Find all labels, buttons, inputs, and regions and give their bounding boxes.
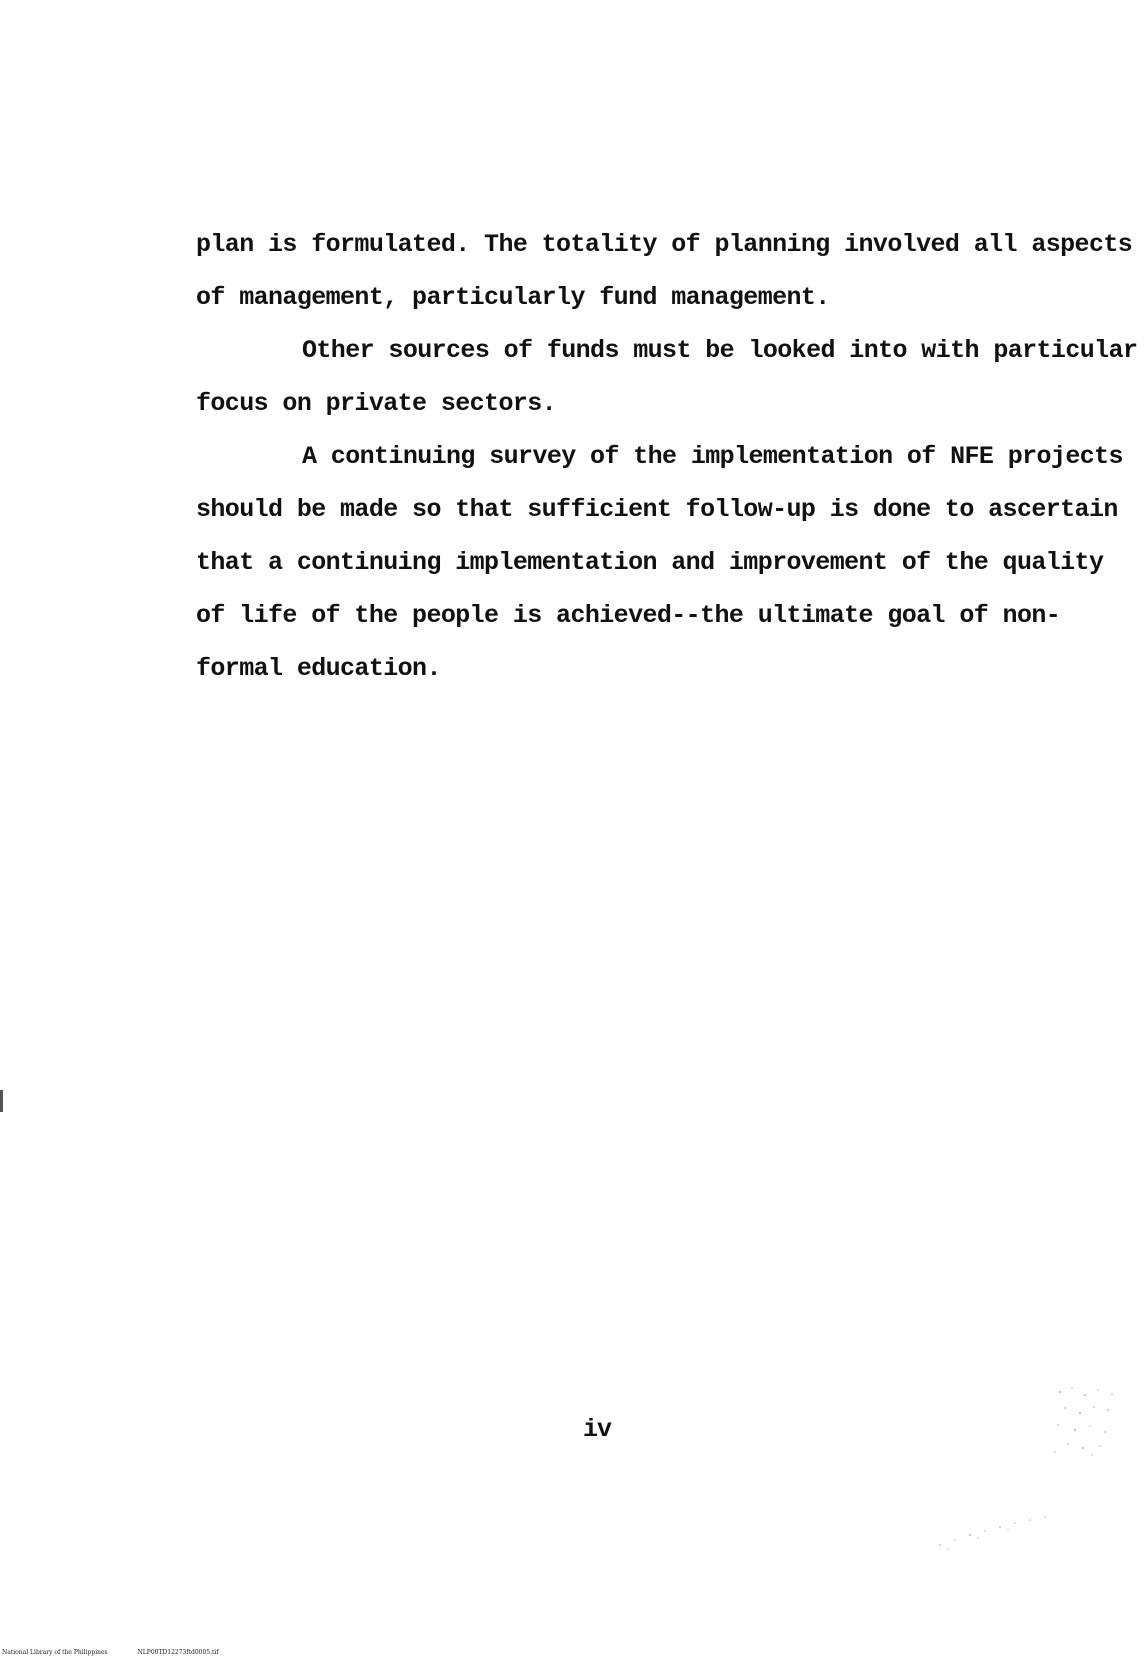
scan-footer	[2, 1649, 247, 1656]
text-line: focus on private sectors.	[196, 389, 557, 418]
text-line: of life of the people is achieved--the ultimate goal of non-	[196, 601, 1061, 630]
footer-filename: NLP00TD12273ftd0005.tif	[137, 1649, 219, 1656]
paragraph-start-line: Other sources of funds must be looked into with particular	[302, 336, 1138, 365]
paragraph-start-line: A continuing survey of the implementation of NFE projects	[302, 442, 1123, 471]
page-number: iv	[583, 1415, 612, 1444]
scan-noise-speckles	[1050, 1380, 1120, 1460]
scan-edge-mark	[0, 1090, 3, 1112]
text-line: of management, particularly fund management.	[196, 283, 830, 312]
footer-library: National Library of the Philippines	[2, 1649, 108, 1656]
text-line: formal education.	[196, 654, 441, 683]
text-line: should be made so that sufficient follow-up is done to ascertain	[196, 495, 1118, 524]
text-line: that a continuing implementation and improvement of the quality	[196, 548, 1104, 577]
scan-noise-streak	[920, 1505, 1060, 1555]
body-text	[196, 218, 1138, 695]
text-line: plan is formulated. The totality of planning involved all aspects	[196, 230, 1133, 259]
